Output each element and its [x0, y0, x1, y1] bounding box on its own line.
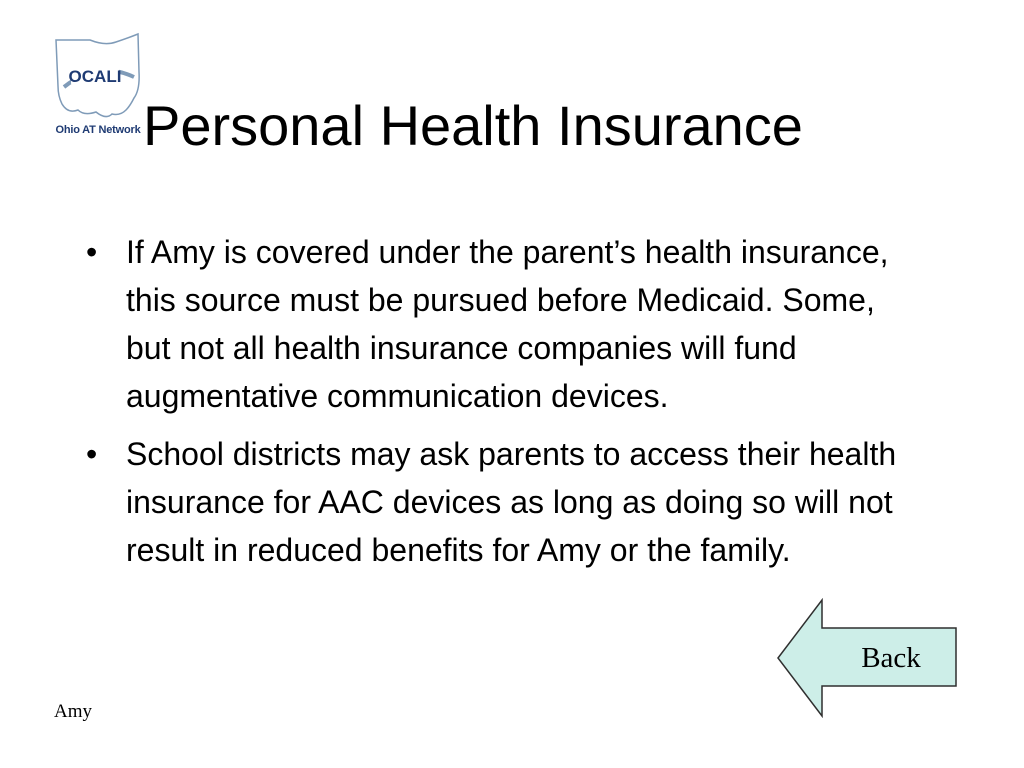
- logo-caption: Ohio AT Network: [55, 124, 141, 136]
- back-button[interactable]: [776, 598, 960, 718]
- bullet-marker: •: [86, 436, 98, 472]
- bullet-item: [80, 430, 920, 574]
- page-title: Personal Health Insurance: [143, 94, 803, 157]
- bullet-text: School districts may ask parents to access their health insurance for AAC devices as long as doing so will not result in reduced benefits for Amy or the family.: [126, 436, 897, 568]
- ocali-logo: [50, 32, 146, 144]
- footer-label: Amy: [54, 701, 92, 722]
- back-button-label: Back: [861, 642, 921, 674]
- bullet-text: If Amy is covered under the parent’s health insurance, this source must be pursued before Medicaid. Some, but not all health insurance companies will fund augmentative communication devices.: [126, 234, 889, 414]
- ocali-badge-text: OCALI: [68, 67, 122, 86]
- bullet-marker: •: [86, 234, 98, 270]
- bullet-item: [80, 228, 920, 420]
- bullet-list: [80, 228, 920, 584]
